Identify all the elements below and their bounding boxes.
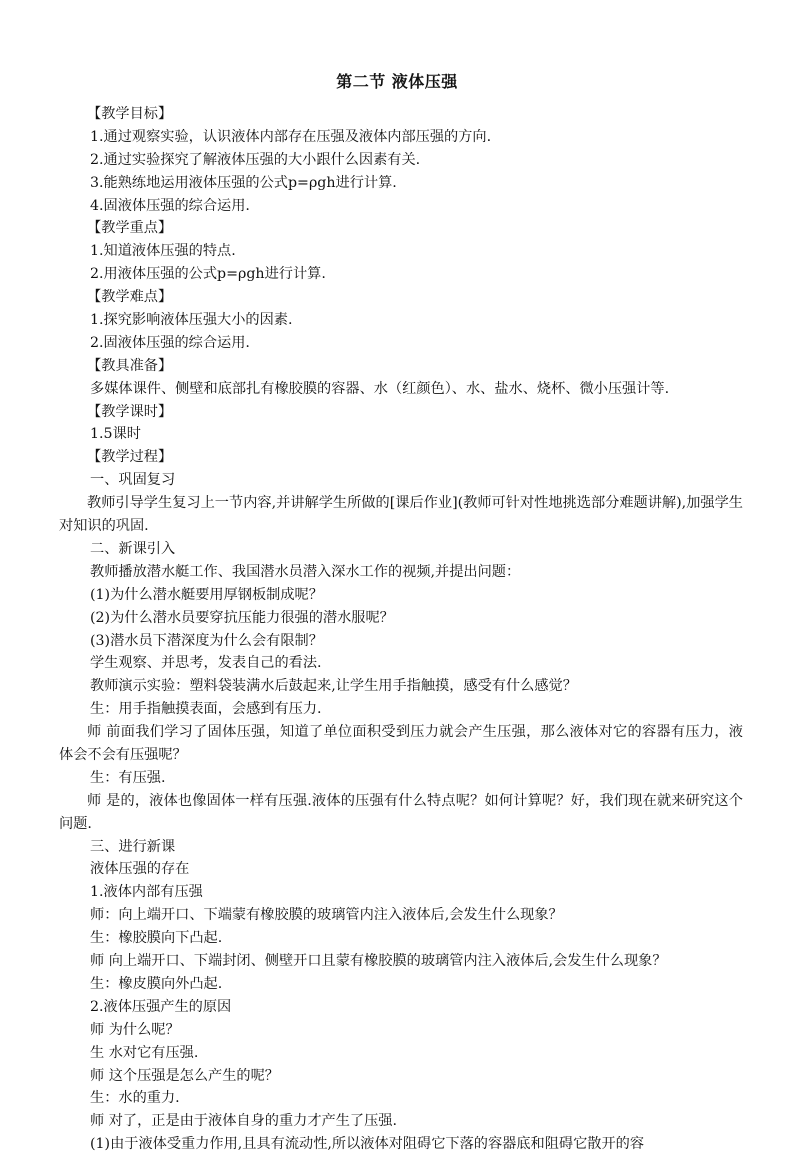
text-line: 生：水的重力. (90, 1090, 180, 1107)
text-line: 2.液体压强产生的原因 (90, 998, 232, 1015)
text-line: 二、新课引入 (90, 540, 176, 557)
page-title: 第二节 液体压强 (336, 72, 458, 91)
text-line: 教师演示实验：塑料袋装满水后鼓起来,让学生用手指触摸，感受有什么感觉？ (90, 678, 577, 695)
text-line: 生 水对它有压强. (90, 1044, 199, 1061)
text-line: 1.知道液体压强的特点. (90, 243, 236, 260)
text-line: 1.探究影响液体压强大小的因素. (90, 312, 293, 329)
text-line: 师 是的，液体也像固体一样有压强.液体的压强有什么特点呢？如何计算呢？好，我们现在就来研究这个问题. (59, 792, 743, 832)
text-line: 生：橡皮膜向外凸起. (90, 975, 223, 992)
text-line: 生：橡胶膜向下凸起. (90, 930, 223, 947)
text-line: 4.固液体压强的综合运用. (90, 197, 250, 214)
text-line: 【教具准备】 (87, 357, 173, 374)
text-line: 学生观察、并思考，发表自己的看法. (90, 655, 322, 672)
text-line: (2)为什么潜水员要穿抗压能力很强的潜水服呢？ (90, 609, 394, 626)
text-line: 多媒体课件、侧壁和底部扎有橡胶膜的容器、水（红颜色）、水、盐水、烧杯、微小压强计等. (90, 380, 670, 397)
text-line: 2.通过实验探究了解液体压强的大小跟什么因素有关. (90, 151, 421, 168)
text-line: 教师引导学生复习上一节内容,并讲解学生所做的[课后作业](教师可针对性地挑选部分难题讲解),加强学生对知识的巩固. (59, 495, 743, 535)
text-line: 生：用手指触摸表面，会感到有压力. (90, 701, 322, 718)
text-line: 【教学过程】 (87, 449, 173, 466)
text-line: 2.固液体压强的综合运用. (90, 334, 250, 351)
text-line: 1.5课时 (90, 426, 141, 443)
text-line: (3)潜水员下潜深度为什么会有限制？ (90, 632, 323, 649)
text-line: 1.液体内部有压强 (90, 884, 203, 901)
text-line: 【教学重点】 (87, 220, 173, 237)
text-line: 【教学课时】 (87, 403, 173, 420)
text-line: 师 对了，正是由于液体自身的重力才产生了压强. (90, 1113, 397, 1130)
text-line: 师 为什么呢？ (90, 1021, 180, 1038)
text-line: (1)由于液体受重力作用,且具有流动性,所以液体对阻碍它下落的容器底和阻碍它散开的容 (90, 1136, 645, 1153)
text-line: 生：有压强. (90, 769, 166, 786)
text-line: 2.用液体压强的公式p=ρgh进行计算. (90, 266, 326, 283)
text-line: 三、进行新课 (90, 838, 176, 855)
text-line: 师：向上端开口、下端蒙有橡胶膜的玻璃管内注入液体后,会发生什么现象？ (90, 907, 563, 924)
text-line: (1)为什么潜水艇要用厚钢板制成呢？ (90, 586, 323, 603)
text-line: 师 这个压强是怎么产生的呢？ (90, 1067, 279, 1084)
text-line: 教师播放潜水艇工作、我国潜水员潜入深水工作的视频,并提出问题： (90, 563, 521, 580)
text-line: 师 向上端开口、下端封闭、侧壁开口且蒙有橡胶膜的玻璃管内注入液体后,会发生什么现象？ (90, 953, 667, 970)
text-line: 一、巩固复习 (90, 472, 176, 489)
text-line: 3.能熟练地运用液体压强的公式p=ρgh进行计算. (90, 174, 397, 191)
text-line: 液体压强的存在 (90, 861, 190, 878)
document-body (59, 103, 743, 1156)
text-line: 1.通过观察实验，认识液体内部存在压强及液体内部压强的方向. (90, 128, 492, 145)
text-line: 【教学难点】 (87, 289, 173, 306)
text-line: 师 前面我们学习了固体压强，知道了单位面积受到压力就会产生压强，那么液体对它的容器有压力，液体会不会有压强呢？ (59, 724, 743, 763)
text-line: 【教学目标】 (87, 106, 173, 122)
